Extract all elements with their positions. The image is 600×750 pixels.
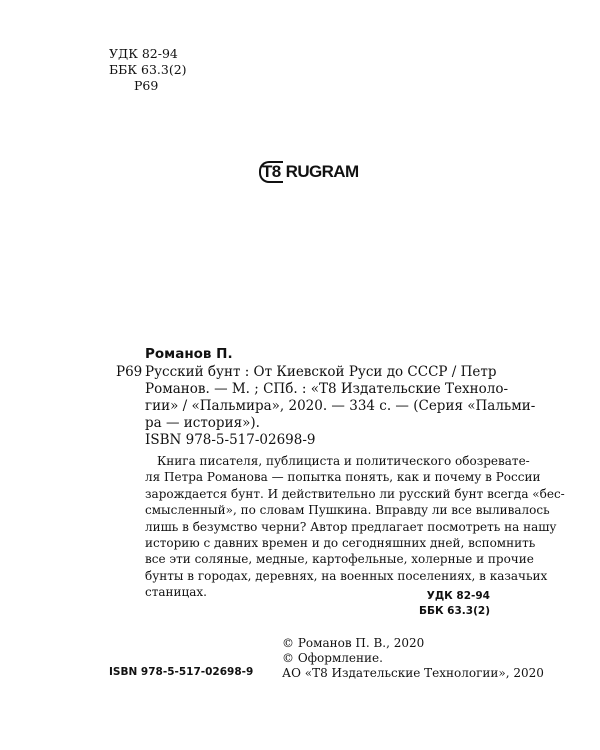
abstract <box>145 453 565 601</box>
abstract-line: все эти соляные, медные, картофельные, холерные и прочие <box>145 552 534 567</box>
description-line: Романов. — М. ; СПб. : «Т8 Издательские Техноло- <box>145 381 509 397</box>
author-sign: Р69 <box>134 78 159 93</box>
copyright-line: © Оформление. <box>282 651 383 665</box>
bottom-udk-code: УДК 82-94 <box>426 590 490 602</box>
description-line: гии» / «Пальмира», 2020. — 334 с. — (Серия «Пальми- <box>145 398 536 414</box>
abstract-line: ля Петра Романова — попытка понять, как и почему в России <box>145 470 541 485</box>
author-cipher: Р69 <box>116 364 143 380</box>
udk-code: УДК 82-94 <box>109 46 178 61</box>
copyright-line: АО «Т8 Издательские Технологии», 2020 <box>282 666 544 680</box>
bottom-isbn: ISBN 978-5-517-02698-9 <box>109 666 254 678</box>
abstract-line: станицах. <box>145 585 207 600</box>
bibliographic-description <box>145 364 536 432</box>
bottom-bbk-code: ББК 63.3(2) <box>418 605 490 617</box>
copyright-block <box>282 636 544 681</box>
abstract-line: смысленный», по словам Пушкина. Вправду ли все выливалось <box>145 503 550 518</box>
bbk-code: ББК 63.3(2) <box>109 62 187 77</box>
description-line: Русский бунт : От Киевской Руси до СССР / Петр <box>145 364 497 380</box>
abstract-line: лишь в безумство черни? Автор предлагает посмотреть на нашу <box>145 519 557 534</box>
logo-name: RUGRAM <box>285 162 359 181</box>
isbn-record: ISBN 978-5-517-02698-9 <box>145 432 316 448</box>
author-heading: Романов П. <box>145 346 233 362</box>
top-classification <box>109 46 187 94</box>
abstract-line: историю с давних времен и до сегодняшних дней, вспомнить <box>145 536 536 551</box>
publisher-logo <box>259 160 359 184</box>
abstract-line: бунты в городах, деревнях, на военных поселениях, в казачьих <box>145 568 548 583</box>
description-line: ра — история»). <box>145 415 260 431</box>
logo-mark: T8 <box>259 161 283 183</box>
bottom-classification <box>419 589 490 619</box>
abstract-line: Книга писателя, публициста и политического обозревате- <box>157 454 530 468</box>
abstract-line: зарождается бунт. И действительно ли русский бунт всегда «бес- <box>145 486 565 501</box>
copyright-line: © Романов П. В., 2020 <box>282 636 425 650</box>
